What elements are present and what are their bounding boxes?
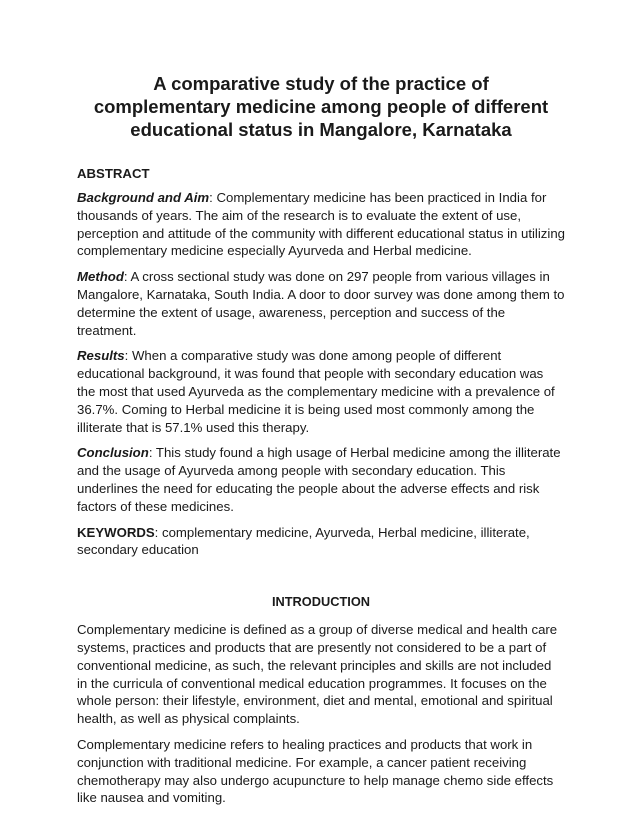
paper-title: A comparative study of the practice of complementary medicine among people of different educational status in Mangalore, Karnataka bbox=[93, 73, 549, 140]
keywords-label: KEYWORDS bbox=[77, 524, 155, 540]
background-label: Background and Aim bbox=[77, 190, 210, 205]
introduction-paragraph-1: Complementary medicine is defined as a group of diverse medical and health care systems, practices and products that are presently not considered to be a part of conventional medicine, as such, the relevant principles and skills are not included in the curricula of conventional medical education programmes. It focuses on the whole person: their lifestyle, environment, diet and mental, emotional and spiritual health, as well as physical complaints. bbox=[77, 622, 558, 727]
results-label: Results bbox=[77, 348, 125, 364]
abstract-background bbox=[77, 189, 565, 260]
abstract-results bbox=[77, 347, 565, 436]
abstract-conclusion bbox=[77, 444, 565, 515]
abstract-method bbox=[77, 268, 565, 339]
keywords-text: : complementary medicine, Ayurveda, Herbal medicine, illiterate, secondary education bbox=[77, 524, 530, 558]
method-text: : A cross sectional study was done on 297 people from various villages in Mangalore, Karnataka, South India. A door to door survey was done among them to determine the extent of usage, awareness, perception and success of the treatment. bbox=[77, 269, 565, 338]
abstract-heading: ABSTRACT bbox=[77, 166, 150, 181]
method-label: Method bbox=[77, 269, 124, 285]
results-text: : When a comparative study was done among people of different educational background, it was found that people with secondary education was the most that used Ayurveda as the complementary medicine with a prevalence of 36.7%. Coming to Herbal medicine it is being used most commonly among the illiterate that is 57.1% used this therapy. bbox=[77, 348, 555, 435]
abstract-keywords bbox=[77, 524, 565, 560]
document-page bbox=[77, 72, 565, 815]
introduction-heading: INTRODUCTION bbox=[271, 594, 371, 610]
background-text: : Complementary medicine has been practiced in India for thousands of years. The aim of the research is to evaluate the extent of use, perception and attitude of the community with different educational status in utilizing complementary medicine especially Ayurveda and Herbal medicine. bbox=[77, 190, 565, 259]
conclusion-label: Conclusion bbox=[77, 445, 149, 461]
introduction-paragraph-2: Complementary medicine refers to healing practices and products that work in conjunction with traditional medicine. For example, a cancer patient receiving chemotherapy may also undergo acupuncture to help manage chemo side effects like nausea and vomiting. bbox=[77, 736, 554, 806]
conclusion-text: : This study found a high usage of Herbal medicine among the illiterate and the usage of Ayurveda among people with secondary education. This underlines the need for educating the people about the adverse effects and risk factors of these medicines. bbox=[77, 445, 561, 514]
